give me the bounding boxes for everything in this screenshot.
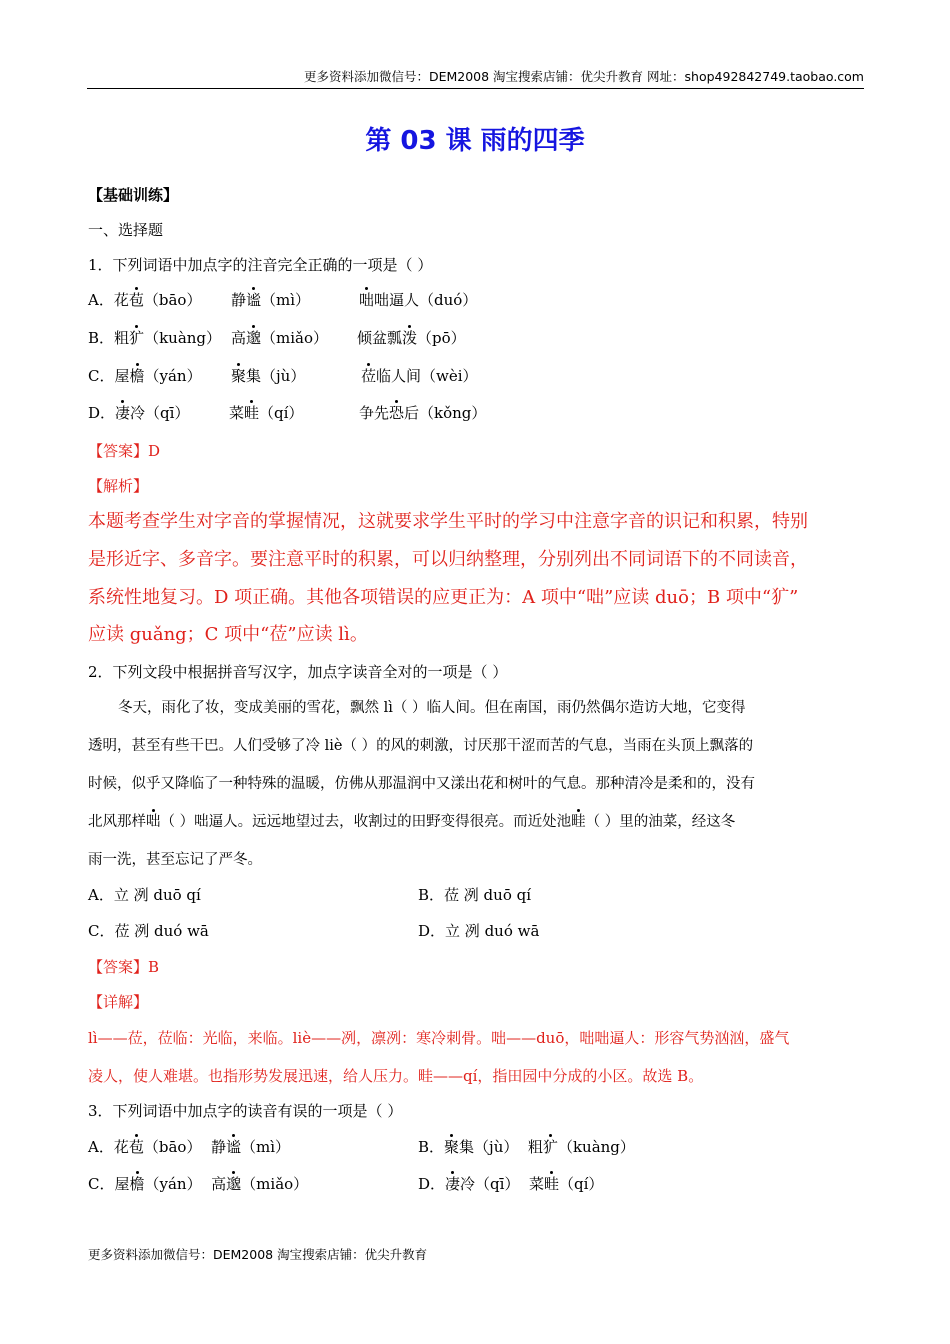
- pinyin: 临人间（wèi）: [376, 367, 478, 385]
- dotted-char: 苞: [128, 291, 144, 309]
- header-text: 更多资料添加微信号：DEM2008 淘宝搜索店铺：优尖升教育 网址：shop492842749.taobao.com: [303, 69, 864, 84]
- pinyin: （pō）: [417, 329, 466, 347]
- word-text: 静: [211, 1138, 227, 1156]
- dotted-char: 畦: [544, 1175, 560, 1193]
- option-letter: C．: [88, 367, 115, 385]
- q1-option-d: [88, 402, 189, 424]
- dotted-char: 聚: [444, 1138, 460, 1156]
- part-heading: 一、选择题: [88, 221, 164, 239]
- word-text: 粗: [114, 329, 130, 347]
- q1-analysis-label: 【解析】: [88, 477, 149, 495]
- word-text: 花: [113, 1138, 129, 1156]
- q2-passage-line: 透明，甚至有些干巴。人们受够了冷 liè（ ）的风的刺激，讨厌那干涩而苦的气息，当雨在头顶上飘落的: [88, 738, 754, 754]
- word-text: 屋: [114, 1175, 130, 1193]
- pinyin: （kuàng）: [144, 329, 222, 347]
- word-text: 屋: [114, 367, 130, 385]
- pinyin: （kuàng）: [557, 1138, 635, 1156]
- word-text: 静: [231, 291, 247, 309]
- q2-detail-line: 凌人，使人难堪。也指形势发展迅速，给人压力。畦——qí，指田园中分成的小区。故选 B。: [88, 1067, 704, 1085]
- q2-answer: 【答案】B: [88, 958, 160, 976]
- passage-text: （ ）里的油菜，经这冬: [585, 814, 736, 830]
- q2-detail-line: lì——莅，莅临：光临，来临。liè——冽，凛冽：寒冷刺骨。咄——duō，咄咄逼人：形容气势汹汹，盛气: [88, 1029, 790, 1047]
- word-text: 花: [113, 291, 129, 309]
- pinyin: 咄逼人（duó）: [374, 291, 478, 309]
- q1-analysis-line: 系统性地复习。D 项正确。其他各项错误的应更正为：A 项中“咄”应读 duō；B 项中“犷”: [88, 587, 799, 608]
- word-text: 争先: [359, 404, 390, 422]
- dotted-char: 咄: [146, 811, 161, 833]
- option-letter: C．: [88, 1175, 115, 1193]
- pinyin: （mì）: [241, 1138, 291, 1156]
- option-letter: D．: [88, 404, 116, 422]
- pinyin: （bāo）: [143, 291, 202, 309]
- pinyin: 冷（qī）: [460, 1175, 520, 1193]
- q1-answer: 【答案】D: [88, 442, 161, 460]
- q2-option-a: A．立 冽 duō qí: [88, 886, 201, 904]
- option-letter: A．: [88, 1138, 114, 1156]
- word-text: 高: [211, 1175, 227, 1193]
- q1-option-a: [88, 289, 201, 311]
- pinyin: 集（jù）: [459, 1138, 519, 1156]
- dotted-char: 凄: [115, 404, 131, 422]
- q1-option-b: [88, 327, 221, 349]
- q1-analysis-line: 本题考查学生对字音的掌握情况，这就要求学生平时的学习中注意字音的识记和积累，特别: [88, 511, 808, 532]
- dotted-char: 恐: [389, 404, 405, 422]
- pinyin: （qí）: [259, 404, 304, 422]
- dotted-char: 莅: [361, 367, 377, 385]
- dotted-char: 凄: [445, 1175, 461, 1193]
- q3-option-d: [418, 1173, 603, 1195]
- q1-option-c-word3: [361, 365, 478, 387]
- q2-option-d: D．立 冽 duó wā: [418, 922, 540, 940]
- q2-option-c: C．莅 冽 duó wā: [88, 922, 209, 940]
- q1-option-d-word3: [359, 402, 486, 424]
- dotted-char: 犷: [542, 1138, 558, 1156]
- page-header: [87, 68, 864, 89]
- dotted-char: 邈: [226, 1175, 242, 1193]
- pinyin: （miǎo）: [261, 329, 329, 347]
- dotted-char: 檐: [129, 367, 145, 385]
- dotted-char: 畦: [244, 404, 260, 422]
- dotted-char: 檐: [129, 1175, 145, 1193]
- lesson-title: 第 03 课 雨的四季: [365, 126, 585, 156]
- option-letter: A．: [88, 291, 114, 309]
- q1-analysis-line: 应读 guǎng；C 项中“莅”应读 lì。: [88, 624, 368, 645]
- q2-passage-line: 冬天，雨化了妆，变成美丽的雪花，飘然 lì（ ）临人间。但在南国，雨仍然偶尔造访大地，它变得: [118, 700, 746, 716]
- q1-option-b-word3: [357, 327, 466, 349]
- word-text: 高: [231, 329, 247, 347]
- q2-passage-line: 雨一洗，甚至忘记了严冬。: [88, 852, 262, 868]
- q1-option-a-word2: [231, 289, 310, 311]
- word-text: 倾盆瓢: [357, 329, 403, 347]
- dotted-char: 咄: [359, 291, 375, 309]
- pinyin: 冷（qī）: [130, 404, 190, 422]
- pinyin: （yán）: [144, 1175, 202, 1193]
- q1-option-b-word2: [231, 327, 328, 349]
- q3-stem: 3．下列词语中加点字的读音有误的一项是（ ）: [88, 1102, 403, 1120]
- q2-detail-label: 【详解】: [88, 993, 149, 1011]
- pinyin: （qí）: [559, 1175, 604, 1193]
- word-text: 菜: [529, 1175, 545, 1193]
- passage-text: （ ）咄逼人。远远地望过去，收割过的田野变得很亮。而近处池: [160, 814, 572, 830]
- q1-stem: 1．下列词语中加点字的注音完全正确的一项是（ ）: [88, 256, 433, 274]
- dotted-char: 泼: [402, 329, 418, 347]
- option-letter: B．: [418, 1138, 445, 1156]
- q3-option-b: [418, 1136, 635, 1158]
- q2-option-b: B．莅 冽 duō qí: [418, 886, 532, 904]
- dotted-char: 苞: [128, 1138, 144, 1156]
- pinyin: （yán）: [144, 367, 202, 385]
- q1-analysis-line: 是形近字、多音字。要注意平时的积累，可以归纳整理，分别列出不同词语下的不同读音，: [88, 549, 808, 570]
- q1-option-a-word3: [359, 289, 477, 311]
- pinyin: （miǎo）: [241, 1175, 309, 1193]
- dotted-char: 畦: [571, 811, 586, 833]
- q2-passage-line: 时候，似乎又降临了一种特殊的温暖，仿佛从那温润中又漾出花和树叶的气息。那种清冷是柔和的，没有: [88, 776, 755, 792]
- q1-option-d-word2: [229, 402, 303, 424]
- section-heading: 【基础训练】: [88, 186, 179, 204]
- q3-option-c: [88, 1173, 308, 1195]
- dotted-char: 谧: [226, 1138, 242, 1156]
- q3-option-a: [88, 1136, 290, 1158]
- dotted-char: 犷: [129, 329, 145, 347]
- option-letter: B．: [88, 329, 115, 347]
- pinyin: （mì）: [261, 291, 311, 309]
- dotted-char: 聚: [231, 367, 247, 385]
- dotted-char: 邈: [246, 329, 262, 347]
- word-text: 粗: [527, 1138, 543, 1156]
- q1-option-c-word2: [231, 365, 305, 387]
- pinyin: 后（kǒng）: [404, 404, 487, 422]
- q1-option-c: [88, 365, 202, 387]
- page-footer: 更多资料添加微信号：DEM2008 淘宝搜索店铺：优尖升教育: [88, 1247, 428, 1262]
- q2-passage-line: [88, 811, 735, 833]
- passage-text: 北风那样: [88, 814, 146, 830]
- q2-stem: 2．下列文段中根据拼音写汉字，加点字读音全对的一项是（ ）: [88, 663, 508, 681]
- option-letter: D．: [418, 1175, 446, 1193]
- pinyin: （bāo）: [143, 1138, 202, 1156]
- pinyin: 集（jù）: [246, 367, 306, 385]
- dotted-char: 谧: [246, 291, 262, 309]
- word-text: 菜: [229, 404, 245, 422]
